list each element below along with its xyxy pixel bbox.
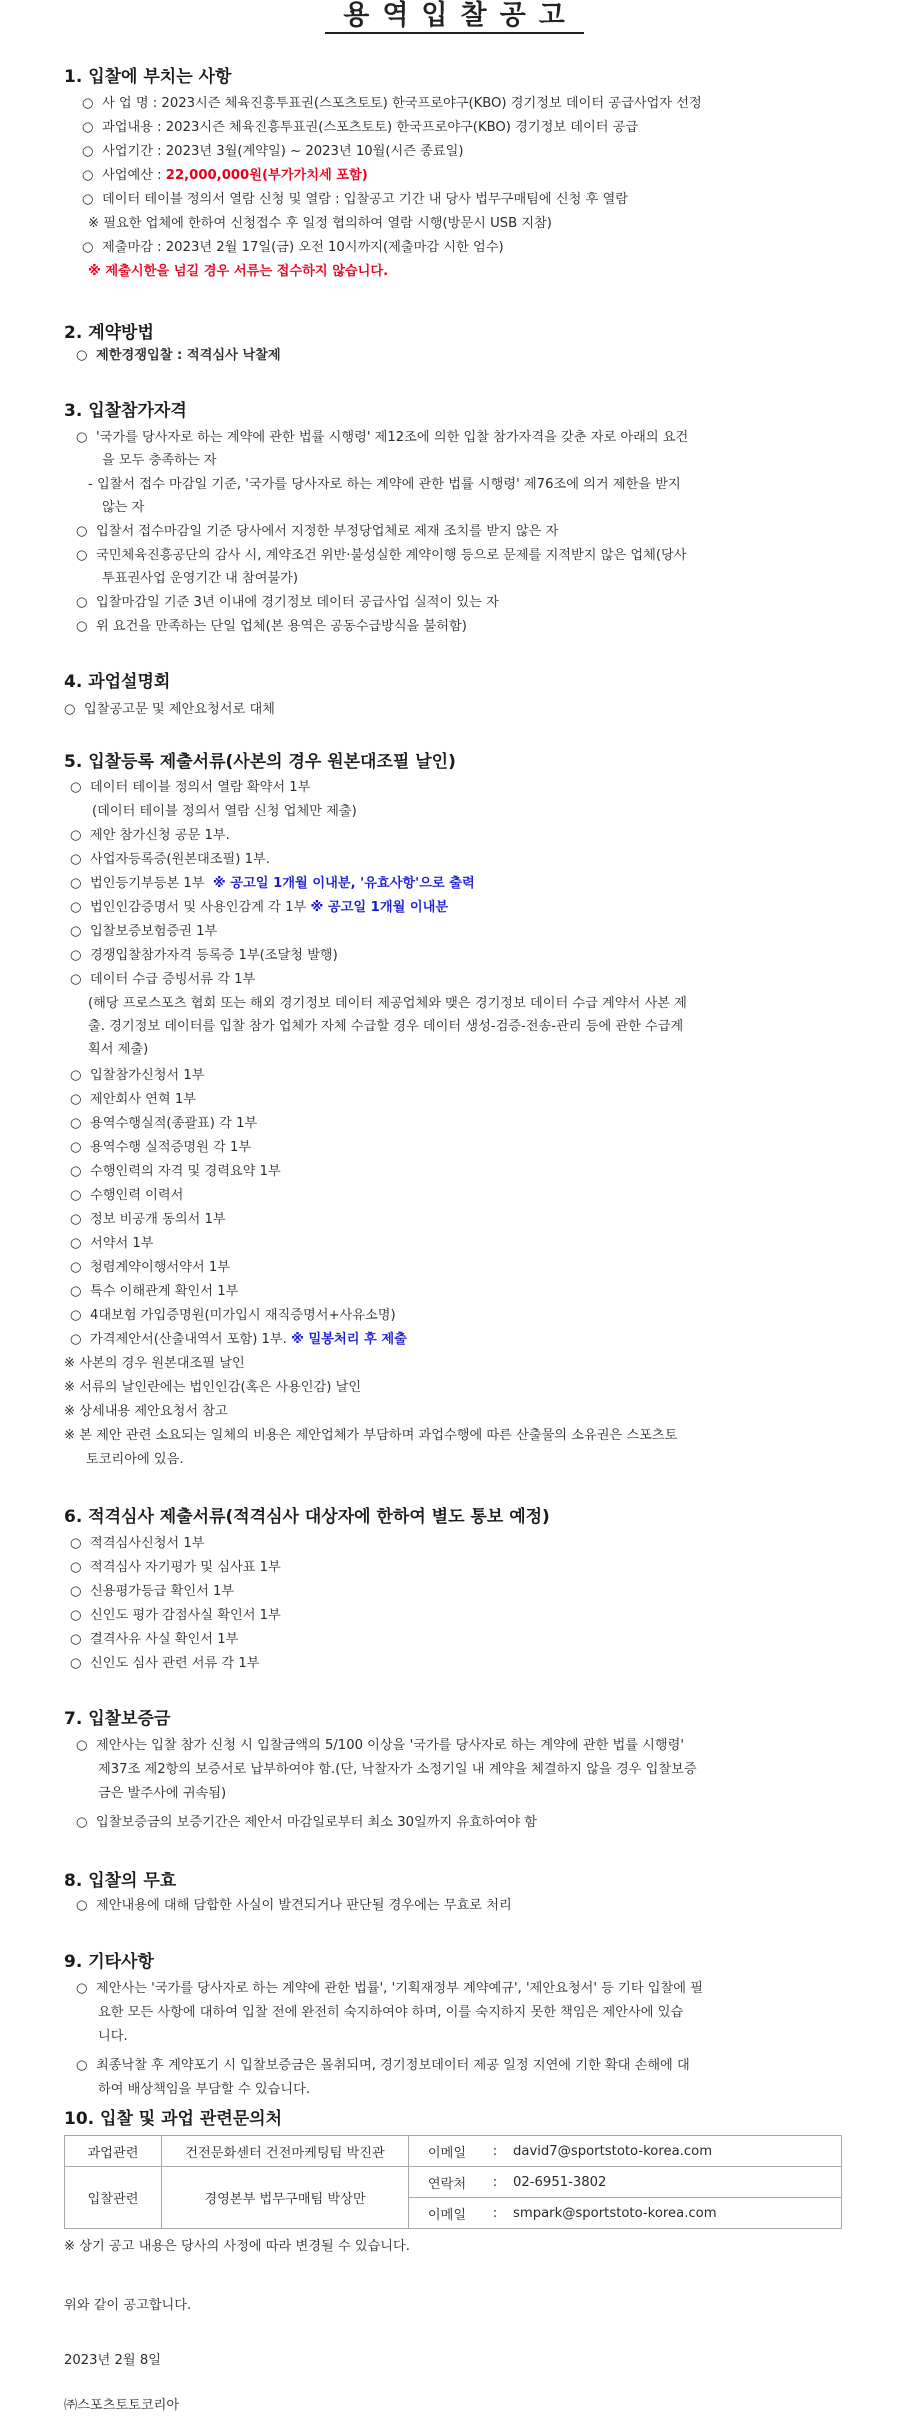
s8-item-1: ○ 제안내용에 대해 담합한 사실이 발견되거나 판단될 경우에는 무효로 처리: [76, 1898, 512, 1913]
bullet-circle-icon: ○: [70, 1260, 82, 1275]
contact-row-task: [65, 2136, 842, 2167]
s1-item-table-def: ○ 데이터 테이블 정의서 열람 신청 및 열람 : 입찰공고 기간 내 당사 법무구매팀에 신청 후 열람: [82, 192, 628, 207]
s5-item-9: ○ 입찰참가신청서 1부: [70, 1068, 205, 1083]
contact-key: 연락처: [409, 2167, 486, 2198]
section-4-heading: 4. 과업설명회: [64, 672, 171, 692]
s5-item-15: ○ 정보 비공개 동의서 1부: [70, 1212, 226, 1227]
section-2-heading: 2. 계약방법: [64, 323, 154, 343]
bullet-circle-icon: ○: [82, 120, 94, 135]
s9-item-2-cont: 하여 배상책임을 부담할 수 있습니다.: [98, 2082, 311, 2097]
s5-item-2: ○ 제안 참가신청 공문 1부.: [70, 828, 230, 843]
contact-email-link[interactable]: david7@sportstoto-korea.com: [505, 2136, 842, 2167]
s5-item-8: ○ 데이터 수급 증빙서류 각 1부: [70, 972, 256, 987]
s5-item-20: ○ 가격제안서(산출내역서 포함) 1부. ※ 밀봉처리 후 제출: [70, 1332, 407, 1347]
bullet-circle-icon: ○: [82, 96, 94, 111]
bullet-circle-icon: ○: [64, 702, 76, 717]
s5-item-6: ○ 입찰보증보험증권 1부: [70, 924, 218, 939]
bullet-circle-icon: ○: [76, 619, 88, 634]
s1-item-content: ○ 과업내용 : 2023시즌 체육진흥투표권(스포츠토토) 한국프로야구(KBO) 경기정보 데이터 공급: [82, 120, 639, 135]
bullet-circle-icon: ○: [70, 1308, 82, 1323]
section-8-heading: 8. 입찰의 무효: [64, 1871, 177, 1891]
s5-note-1: ※ 사본의 경우 원본대조필 날인: [64, 1356, 245, 1371]
bullet-circle-icon: ○: [70, 828, 82, 843]
section-9-heading: 9. 기타사항: [64, 1952, 154, 1972]
bullet-circle-icon: ○: [70, 1188, 82, 1203]
s5-item-17: ○ 청렴계약이행서약서 1부: [70, 1260, 230, 1275]
bullet-circle-icon: ○: [70, 1284, 82, 1299]
s5-item-18: ○ 특수 이해관계 확인서 1부: [70, 1284, 239, 1299]
bullet-circle-icon: ○: [70, 1068, 82, 1083]
s5-item-8-desc-1: (해당 프로스포츠 협회 또는 해외 경기정보 데이터 제공업체와 맺은 경기정보 데이터 수급 계약서 사본 제: [88, 996, 687, 1011]
footer-date: 2023년 2월 8일: [64, 2353, 161, 2368]
contact-category: 입찰관련: [65, 2167, 162, 2229]
bullet-circle-icon: ○: [76, 548, 88, 563]
s5-item-11: ○ 용역수행실적(종괄표) 각 1부: [70, 1116, 258, 1131]
s3-item-2: ○ 입찰서 접수마감일 기준 당사에서 지정한 부정당업체로 제재 조치를 받지 않은 자: [76, 524, 559, 539]
bullet-circle-icon: ○: [82, 192, 94, 207]
s3-item-4: ○ 입찰마감일 기준 3년 이내에 경기정보 데이터 공급사업 실적이 있는 자: [76, 595, 499, 610]
section-7-heading: 7. 입찰보증금: [64, 1709, 171, 1729]
contact-person: 경영본부 법무구매팀 박상만: [162, 2167, 409, 2229]
footer-note: ※ 상기 공고 내용은 당사의 사정에 따라 변경될 수 있습니다.: [64, 2239, 410, 2254]
s5-item-20-note: ※ 밀봉처리 후 제출: [291, 1332, 407, 1347]
contact-key: 이메일: [409, 2198, 486, 2229]
bullet-circle-icon: ○: [70, 1656, 82, 1671]
contact-row-bid-phone: [65, 2167, 842, 2198]
bullet-circle-icon: ○: [70, 1332, 82, 1347]
s3-item-1: ○ '국가를 당사자로 하는 계약에 관한 법률 시행령' 제12조에 의한 입찰 참가자격을 갖춘 자로 아래의 요건: [76, 430, 689, 445]
bullet-circle-icon: ○: [82, 240, 94, 255]
contact-person: 건전문화센터 건전마케팅팀 박진관: [162, 2136, 409, 2167]
s5-item-7: ○ 경쟁입찰참가자격 등록증 1부(조달청 발행): [70, 948, 338, 963]
s5-note-4: ※ 본 제안 관련 소요되는 일체의 비용은 제안업체가 부담하며 과업수행에 따른 산출물의 소유권은 스포츠토: [64, 1428, 678, 1443]
bullet-circle-icon: ○: [70, 1560, 82, 1575]
s1-note-usb: ※ 필요한 업체에 한하여 신청접수 후 일정 협의하여 열람 시행(방문시 USB 지참): [88, 216, 552, 231]
bullet-circle-icon: ○: [70, 852, 82, 867]
bullet-circle-icon: ○: [82, 168, 94, 183]
bullet-circle-icon: ○: [70, 1212, 82, 1227]
bullet-circle-icon: ○: [70, 1140, 82, 1155]
s7-item-1-cont-1: 제37조 제2항의 보증서로 납부하여야 함.(단, 낙찰자가 소정기일 내 계약을 체결하지 않을 경우 입찰보증: [98, 1762, 697, 1777]
s5-item-8-desc-3: 획서 제출): [88, 1042, 149, 1057]
s5-item-12: ○ 용역수행 실적증명원 각 1부: [70, 1140, 252, 1155]
s1-item-name: ○ 사 업 명 : 2023시즌 체육진흥투표권(스포츠토토) 한국프로야구(KBO) 경기정보 데이터 공급사업자 선정: [82, 96, 702, 111]
s5-note-3: ※ 상세내용 제안요청서 참고: [64, 1404, 228, 1419]
contact-email-link[interactable]: smpark@sportstoto-korea.com: [505, 2198, 842, 2229]
s1-item-period: ○ 사업기간 : 2023년 3월(계약일) ~ 2023년 10월(시즌 종료일): [82, 144, 464, 159]
bullet-circle-icon: ○: [76, 1815, 88, 1830]
s2-item-method: ○ 제한경쟁입찰 : 적격심사 낙찰제: [76, 348, 281, 363]
footer-closing: 위와 같이 공고합니다.: [64, 2298, 192, 2313]
s5-item-4: ○ 법인등기부등본 1부 ※ 공고일 1개월 이내분, '유효사항'으로 출력: [70, 876, 475, 891]
s4-item-1: ○ 입찰공고문 및 제안요청서로 대체: [64, 702, 275, 717]
section-5-heading: 5. 입찰등록 제출서류(사본의 경우 원본대조필 날인): [64, 752, 456, 772]
s1-item-budget: ○ 사업예산 : 22,000,000원(부가가치세 포함): [82, 168, 368, 183]
page-title-text: 용역입찰공고: [325, 0, 584, 34]
contact-colon: :: [485, 2198, 505, 2229]
s5-item-4-note: ※ 공고일 1개월 이내분, '유효사항'으로 출력: [212, 876, 475, 891]
s6-item-6: ○ 신인도 심사 관련 서류 각 1부: [70, 1656, 260, 1671]
s7-item-1: ○ 제안사는 입찰 참가 신청 시 입찰금액의 5/100 이상을 '국가를 당사자로 하는 계약에 관한 법률 시행령': [76, 1738, 685, 1753]
s5-item-3: ○ 사업자등록증(원본대조필) 1부.: [70, 852, 270, 867]
s5-item-19: ○ 4대보험 가입증명원(미가입시 재직증명서+사유소명): [70, 1308, 396, 1323]
bullet-circle-icon: ○: [70, 948, 82, 963]
s5-item-8-desc-2: 출. 경기정보 데이터를 입찰 참가 업체가 자체 수급할 경우 데이터 생성-검증-전송-관리 등에 관한 수급계: [88, 1019, 684, 1034]
bullet-circle-icon: ○: [70, 1092, 82, 1107]
s3-item-5: ○ 위 요건을 만족하는 단일 업체(본 용역은 공동수급방식을 불허함): [76, 619, 467, 634]
contact-colon: :: [485, 2136, 505, 2167]
s5-note-4-cont: 토코리아에 있음.: [86, 1452, 184, 1467]
s6-item-1: ○ 적격심사신청서 1부: [70, 1536, 205, 1551]
bullet-circle-icon: ○: [76, 1981, 88, 1996]
s9-item-2: ○ 최종낙찰 후 계약포기 시 입찰보증금은 몰취되며, 경기정보데이터 제공 일정 지연에 기한 확대 손해에 대: [76, 2058, 690, 2073]
contact-key: 이메일: [409, 2136, 486, 2167]
bullet-circle-icon: ○: [76, 1738, 88, 1753]
s9-item-1-cont-1: 요한 모든 사항에 대하여 입찰 전에 완전히 숙지하여야 하며, 이를 숙지하지 못한 책임은 제안사에 있습: [98, 2005, 684, 2020]
bullet-circle-icon: ○: [76, 595, 88, 610]
bullet-circle-icon: ○: [70, 1632, 82, 1647]
s9-item-1-cont-2: 니다.: [98, 2029, 128, 2044]
s3-item-1-sub-cont: 않는 자: [102, 500, 145, 515]
s6-item-3: ○ 신용평가등급 확인서 1부: [70, 1584, 235, 1599]
s7-item-2: ○ 입찰보증금의 보증기간은 제안서 마감일로부터 최소 30일까지 유효하여야 함: [76, 1815, 538, 1830]
bullet-circle-icon: ○: [70, 900, 82, 915]
s1-item-deadline: ○ 제출마감 : 2023년 2월 17일(금) 오전 10시까지(제출마감 시한 엄수): [82, 240, 504, 255]
contact-category: 과업관련: [65, 2136, 162, 2167]
s6-item-5: ○ 결격사유 사실 확인서 1부: [70, 1632, 239, 1647]
bullet-circle-icon: ○: [76, 524, 88, 539]
contact-table: [64, 2135, 842, 2229]
s5-item-14: ○ 수행인력 이력서: [70, 1188, 184, 1203]
s5-item-5: ○ 법인인감증명서 및 사용인감계 각 1부 ※ 공고일 1개월 이내분: [70, 900, 449, 915]
bullet-circle-icon: ○: [70, 1584, 82, 1599]
s3-item-3: ○ 국민체육진흥공단의 감사 시, 계약조건 위반·불성실한 계약이행 등으로 문제를 지적받지 않은 업체(당사: [76, 548, 687, 563]
s7-item-1-cont-2: 금은 발주사에 귀속됨): [98, 1786, 227, 1801]
bullet-circle-icon: ○: [70, 1536, 82, 1551]
bullet-circle-icon: ○: [76, 430, 88, 445]
s3-item-3-cont: 투표권사업 운영기간 내 참여불가): [102, 571, 299, 586]
s1-deadline-warning: ※ 제출시한을 넘길 경우 서류는 접수하지 않습니다.: [88, 264, 389, 279]
page-title: [0, 0, 909, 32]
footer-company: ㈜스포츠토토코리아: [64, 2398, 180, 2413]
s5-item-1: ○ 데이터 테이블 정의서 열람 확약서 1부: [70, 780, 311, 795]
bullet-circle-icon: ○: [76, 348, 88, 363]
s3-item-1-cont: 을 모두 충족하는 자: [102, 453, 217, 468]
s5-item-10: ○ 제안회사 연혁 1부: [70, 1092, 196, 1107]
bullet-circle-icon: ○: [70, 1116, 82, 1131]
s6-item-4: ○ 신인도 평가 감점사실 확인서 1부: [70, 1608, 281, 1623]
s5-note-2: ※ 서류의 날인란에는 법인인감(혹은 사용인감) 날인: [64, 1380, 362, 1395]
s5-item-13: ○ 수행인력의 자격 및 경력요약 1부: [70, 1164, 281, 1179]
s5-item-5-note: ※ 공고일 1개월 이내분: [310, 900, 449, 915]
budget-amount: 22,000,000원(부가가치세 포함): [165, 168, 368, 183]
s9-item-1: ○ 제안사는 '국가를 당사자로 하는 계약에 관한 법률', '기획재정부 계약예규', '제안요청서' 등 기타 입찰에 필: [76, 1981, 703, 1996]
s6-item-2: ○ 적격심사 자기평가 및 심사표 1부: [70, 1560, 281, 1575]
bullet-circle-icon: ○: [76, 2058, 88, 2073]
section-6-heading: 6. 적격심사 제출서류(적격심사 대상자에 한하여 별도 통보 예정): [64, 1507, 550, 1527]
contact-colon: :: [485, 2167, 505, 2198]
section-3-heading: 3. 입찰참가자격: [64, 401, 187, 421]
section-1-heading: 1. 입찰에 부치는 사항: [64, 67, 232, 87]
bullet-circle-icon: ○: [70, 972, 82, 987]
bullet-circle-icon: ○: [76, 1898, 88, 1913]
bullet-circle-icon: ○: [70, 780, 82, 795]
bullet-circle-icon: ○: [82, 144, 94, 159]
s5-item-1-note: (데이터 테이블 정의서 열람 신청 업체만 제출): [92, 804, 357, 819]
s3-item-1-sub: - 입찰서 접수 마감일 기준, '국가를 당사자로 하는 계약에 관한 법률 시행령' 제76조에 의거 제한을 받지: [88, 477, 681, 492]
bullet-circle-icon: ○: [70, 1164, 82, 1179]
section-10-heading: 10. 입찰 및 과업 관련문의처: [64, 2109, 283, 2129]
bullet-circle-icon: ○: [70, 876, 82, 891]
contact-phone: 02-6951-3802: [505, 2167, 842, 2198]
bullet-circle-icon: ○: [70, 1236, 82, 1251]
bullet-circle-icon: ○: [70, 1608, 82, 1623]
s5-item-16: ○ 서약서 1부: [70, 1236, 154, 1251]
bullet-circle-icon: ○: [70, 924, 82, 939]
